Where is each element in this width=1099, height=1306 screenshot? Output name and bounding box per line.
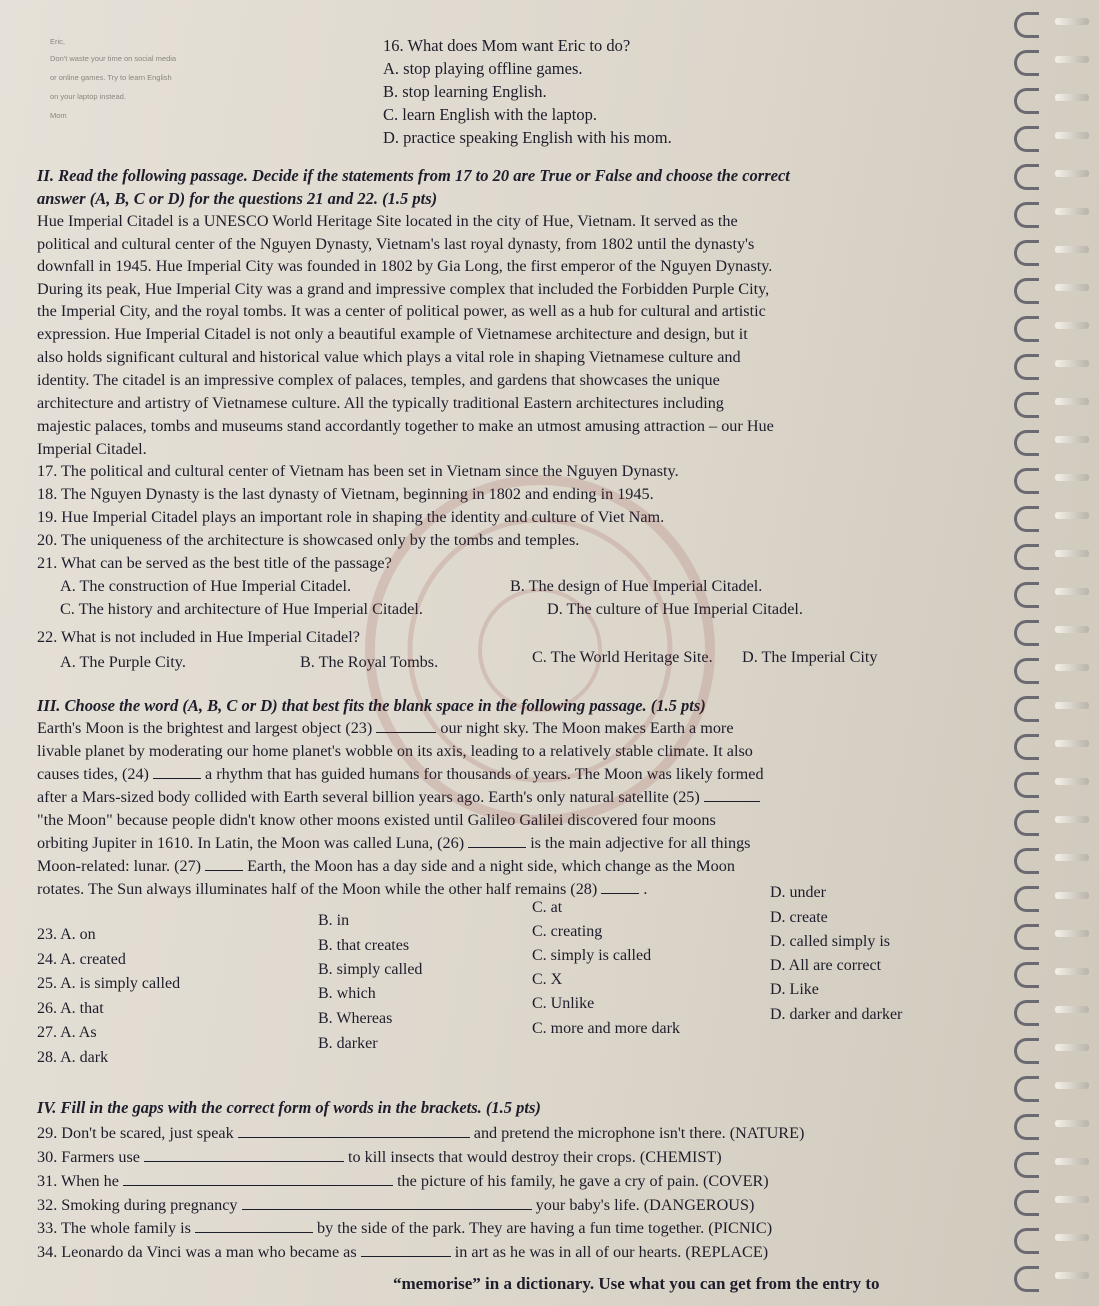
- spiral-hole-icon: [1055, 1044, 1089, 1051]
- spiral-ring-icon: [1014, 734, 1039, 760]
- q30-text: to kill insects that would destroy their crops. (CHEMIST): [348, 1148, 722, 1166]
- q30-line: [37, 1148, 722, 1167]
- spiral-hole-icon: [1055, 1082, 1089, 1089]
- spiral-hole-icon: [1055, 1006, 1089, 1013]
- cloze-line: [37, 857, 735, 876]
- section2-heading-line2: answer (A, B, C or D) for the questions 21 and 22. (1.5 pts): [37, 189, 438, 208]
- spiral-hole-icon: [1055, 18, 1089, 25]
- spiral-ring-icon: [1014, 544, 1039, 570]
- statement-18: 18. The Nguyen Dynasty is the last dynasty of Vietnam, beginning in 1802 and ending in 1945.: [37, 485, 654, 503]
- q30-text: 30. Farmers use: [37, 1148, 140, 1166]
- spiral-hole-icon: [1055, 94, 1089, 101]
- q25-option-a[interactable]: 25. A. is simply called: [37, 975, 181, 992]
- passage-line: During its peak, Hue Imperial City was a grand and impressive complex that included the Forbidden Purple City,: [37, 280, 770, 298]
- q32-text: 32. Smoking during pregnancy: [37, 1196, 238, 1214]
- cloze-text: .: [643, 880, 648, 898]
- cloze-text: our night sky. The Moon makes Earth a more: [440, 719, 734, 737]
- spiral-hole-icon: [1055, 1196, 1089, 1203]
- spiral-ring-icon: [1014, 278, 1039, 304]
- spiral-hole-icon: [1055, 626, 1089, 633]
- q28-option-d[interactable]: D. darker and darker: [770, 1006, 903, 1023]
- spiral-ring-icon: [1014, 620, 1039, 646]
- q24-option-b[interactable]: B. that creates: [318, 937, 410, 954]
- section4-heading: IV. Fill in the gaps with the correct form of words in the brackets. (1.5 pts): [37, 1098, 541, 1117]
- spiral-ring-icon: [1014, 430, 1039, 456]
- spiral-hole-icon: [1055, 1158, 1089, 1165]
- q22-option-b[interactable]: B. The Royal Tombs.: [300, 653, 439, 671]
- q22-question: 22. What is not included in Hue Imperial Citadel?: [37, 628, 360, 646]
- spiral-ring-icon: [1014, 810, 1039, 836]
- q24-option-c[interactable]: C. creating: [532, 923, 603, 940]
- spiral-hole-icon: [1055, 56, 1089, 63]
- q22-option-c[interactable]: C. The World Heritage Site.: [532, 648, 713, 666]
- spiral-ring-icon: [1014, 506, 1039, 532]
- spiral-ring-icon: [1014, 1076, 1039, 1102]
- q31-line: [37, 1172, 769, 1191]
- spiral-ring-icon: [1014, 1152, 1039, 1178]
- spiral-hole-icon: [1055, 512, 1089, 519]
- q34-line: [37, 1243, 768, 1262]
- spiral-hole-icon: [1055, 246, 1089, 253]
- passage-line: majestic palaces, tombs and museums stand accordantly together to make an utmost amusing attraction – our Hue: [37, 417, 774, 435]
- spiral-hole-icon: [1055, 1234, 1089, 1241]
- spiral-ring-icon: [1014, 12, 1039, 38]
- spiral-hole-icon: [1055, 284, 1089, 291]
- q21-question: 21. What can be served as the best title of the passage?: [37, 554, 392, 572]
- cloze-text: Earth's Moon is the brightest and largest object (23): [37, 719, 373, 737]
- spiral-ring-icon: [1014, 886, 1039, 912]
- cloze-text: Moon-related: lunar. (27): [37, 857, 202, 875]
- q32-text: your baby's life. (DANGEROUS): [535, 1196, 755, 1214]
- spiral-hole-icon: [1055, 892, 1089, 899]
- q24-option-d[interactable]: D. create: [770, 909, 828, 926]
- cloze-text: a rhythm that has guided humans for thousands of years. The Moon was likely formed: [205, 765, 764, 783]
- spiral-ring-icon: [1014, 696, 1039, 722]
- q32-blank[interactable]: [242, 1208, 532, 1210]
- q26-option-a[interactable]: 26. A. that: [37, 1000, 104, 1017]
- spiral-hole-icon: [1055, 208, 1089, 215]
- note-line: or online games. Try to learn English: [50, 73, 172, 82]
- q27-option-a[interactable]: 27. A. As: [37, 1024, 97, 1041]
- blank-28[interactable]: [601, 892, 639, 894]
- q27-option-b[interactable]: B. Whereas: [318, 1010, 393, 1027]
- q23-option-a[interactable]: 23. A. on: [37, 926, 96, 943]
- q26-option-d[interactable]: D. All are correct: [770, 957, 882, 974]
- cloze-line: livable planet by moderating our home planet's wobble on its axis, leading to a relatively stable climate. It also: [37, 742, 753, 760]
- q28-option-a[interactable]: 28. A. dark: [37, 1049, 109, 1066]
- q29-text: 29. Don't be scared, just speak: [37, 1124, 234, 1142]
- q33-line: [37, 1219, 772, 1238]
- q31-blank[interactable]: [123, 1184, 393, 1186]
- spiral-hole-icon: [1055, 436, 1089, 443]
- note-line: Eric,: [50, 37, 65, 46]
- q16-option-a[interactable]: A. stop playing offline games.: [383, 59, 583, 78]
- blank-23[interactable]: [376, 731, 436, 733]
- spiral-hole-icon: [1055, 132, 1089, 139]
- spiral-hole-icon: [1055, 170, 1089, 177]
- spiral-hole-icon: [1055, 550, 1089, 557]
- spiral-ring-icon: [1014, 848, 1039, 874]
- spiral-hole-icon: [1055, 322, 1089, 329]
- spiral-ring-icon: [1014, 88, 1039, 114]
- statement-17: 17. The political and cultural center of Vietnam has been set in Vietnam since the Nguyen Dynasty.: [37, 462, 679, 480]
- spiral-binding: [1009, 0, 1099, 1306]
- q34-text: 34. Leonardo da Vinci was a man who became as: [37, 1243, 357, 1261]
- q23-option-d[interactable]: D. under: [770, 884, 826, 901]
- statement-19: 19. Hue Imperial Citadel plays an important role in shaping the identity and culture of Viet Nam.: [37, 508, 665, 526]
- spiral-hole-icon: [1055, 816, 1089, 823]
- spiral-hole-icon: [1055, 930, 1089, 937]
- passage-line: identity. The citadel is an impressive complex of palaces, temples, and gardens that showcases the unique: [37, 371, 720, 389]
- cloze-text: causes tides, (24): [37, 765, 149, 783]
- statement-20: 20. The uniqueness of the architecture is showcased only by the tombs and temples.: [37, 531, 580, 549]
- spiral-hole-icon: [1055, 398, 1089, 405]
- q25-option-b[interactable]: B. simply called: [318, 961, 423, 978]
- spiral-ring-icon: [1014, 50, 1039, 76]
- spiral-ring-icon: [1014, 924, 1039, 950]
- cloze-line: [37, 834, 750, 853]
- mom-note: [50, 30, 350, 127]
- cloze-text: Earth, the Moon has a day side and a night side, which change as the Moon: [247, 857, 735, 875]
- spiral-ring-icon: [1014, 1228, 1039, 1254]
- spiral-ring-icon: [1014, 354, 1039, 380]
- q26-option-c[interactable]: C. X: [532, 971, 563, 988]
- spiral-ring-icon: [1014, 658, 1039, 684]
- cloze-text: is the main adjective for all things: [530, 834, 751, 852]
- q21-option-a[interactable]: A. The construction of Hue Imperial Citadel.: [60, 577, 351, 595]
- passage-line: Hue Imperial Citadel is a UNESCO World Heritage Site located in the city of Hue, Vietnam. It served as the: [37, 212, 738, 230]
- note-line: Mom: [50, 111, 67, 120]
- passage-line: architecture and artistry of Vietnamese culture. All the typically traditional Eastern architectures including: [37, 394, 724, 412]
- q21-option-c[interactable]: C. The history and architecture of Hue Imperial Citadel.: [60, 600, 423, 618]
- spiral-ring-icon: [1014, 1190, 1039, 1216]
- passage-line: expression. Hue Imperial Citadel is not only a beautiful example of Vietnamese architecture and design, but it: [37, 325, 748, 343]
- q29-line: [37, 1124, 804, 1143]
- q16-question: 16. What does Mom want Eric to do?: [383, 36, 631, 55]
- spiral-ring-icon: [1014, 962, 1039, 988]
- q21-option-d[interactable]: D. The culture of Hue Imperial Citadel.: [547, 600, 803, 618]
- spiral-hole-icon: [1055, 360, 1089, 367]
- spiral-hole-icon: [1055, 778, 1089, 785]
- q31-text: 31. When he: [37, 1172, 119, 1190]
- cloze-text: after a Mars-sized body collided with Earth several billion years ago. Earth's only natural satellite (25): [37, 788, 700, 806]
- cloze-line: [37, 719, 734, 738]
- spiral-hole-icon: [1055, 664, 1089, 671]
- q27-option-c[interactable]: C. Unlike: [532, 995, 595, 1012]
- spiral-hole-icon: [1055, 702, 1089, 709]
- q23-option-c[interactable]: C. at: [532, 899, 563, 916]
- cloze-line: [37, 765, 764, 784]
- q32-line: [37, 1196, 754, 1215]
- cloze-text: orbiting Jupiter in 1610. In Latin, the Moon was called Luna, (26): [37, 834, 465, 852]
- q29-blank[interactable]: [238, 1136, 470, 1138]
- spiral-ring-icon: [1014, 240, 1039, 266]
- q22-option-d[interactable]: D. The Imperial City: [742, 648, 878, 666]
- cloze-line: [37, 788, 760, 807]
- note-line: on your laptop instead.: [50, 92, 126, 101]
- spiral-hole-icon: [1055, 588, 1089, 595]
- spiral-ring-icon: [1014, 202, 1039, 228]
- spiral-ring-icon: [1014, 1114, 1039, 1140]
- q16-option-c[interactable]: C. learn English with the laptop.: [383, 105, 598, 124]
- section2-heading-line1: II. Read the following passage. Decide if the statements from 17 to 20 are True or False and choose the correct: [37, 166, 790, 185]
- q16-option-d[interactable]: D. practice speaking English with his mom.: [383, 128, 672, 147]
- q27-option-d[interactable]: D. Like: [770, 981, 819, 998]
- cloze-text: rotates. The Sun always illuminates half of the Moon while the other half remains (28): [37, 880, 598, 898]
- spiral-ring-icon: [1014, 468, 1039, 494]
- blank-25[interactable]: [704, 800, 760, 802]
- spiral-hole-icon: [1055, 740, 1089, 747]
- q25-option-d[interactable]: D. called simply is: [770, 933, 890, 950]
- spiral-hole-icon: [1055, 968, 1089, 975]
- q33-text: 33. The whole family is: [37, 1219, 191, 1237]
- footer-instruction: “memorise” in a dictionary. Use what you can get from the entry to: [393, 1274, 880, 1293]
- section3-heading: III. Choose the word (A, B, C or D) that best fits the blank space in the following passage. (1.5 pts): [37, 696, 706, 715]
- blank-27[interactable]: [205, 869, 243, 871]
- q22-option-a[interactable]: A. The Purple City.: [60, 653, 186, 671]
- passage-line: also holds significant cultural and historical value which plays a vital role in shaping Vietnamese culture and: [37, 348, 741, 366]
- q16-option-b[interactable]: B. stop learning English.: [383, 82, 547, 101]
- passage-line: downfall in 1945. Hue Imperial City was founded in 1802 by Gia Long, the first emperor of the Nguyen Dynasty.: [37, 257, 773, 275]
- passage-line: political and cultural center of the Nguyen Dynasty, Vietnam's last royal dynasty, from 1802 until the dynasty's: [37, 235, 755, 253]
- q31-text: the picture of his family, he gave a cry of pain. (COVER): [397, 1172, 769, 1190]
- spiral-ring-icon: [1014, 772, 1039, 798]
- spiral-ring-icon: [1014, 582, 1039, 608]
- spiral-ring-icon: [1014, 126, 1039, 152]
- note-line: Don't waste your time on social media: [50, 54, 177, 63]
- spiral-ring-icon: [1014, 316, 1039, 342]
- q33-text: by the side of the park. They are having a fun time together. (PICNIC): [317, 1219, 773, 1237]
- spiral-hole-icon: [1055, 1120, 1089, 1127]
- passage-line: the Imperial City, and the royal tombs. It was a center of political power, as well as a hub for cultural and artistic: [37, 302, 766, 320]
- cloze-line: [37, 880, 647, 899]
- q21-option-b[interactable]: B. The design of Hue Imperial Citadel.: [510, 577, 763, 595]
- passage-line: Imperial Citadel.: [37, 440, 147, 458]
- blank-24[interactable]: [153, 777, 201, 779]
- q26-option-b[interactable]: B. which: [318, 985, 376, 1002]
- q34-blank[interactable]: [361, 1255, 451, 1257]
- spiral-hole-icon: [1055, 854, 1089, 861]
- spiral-ring-icon: [1014, 1266, 1039, 1292]
- q24-option-a[interactable]: 24. A. created: [37, 951, 126, 968]
- q25-option-c[interactable]: C. simply is called: [532, 947, 652, 964]
- q28-option-c[interactable]: C. more and more dark: [532, 1020, 680, 1037]
- q29-text: and pretend the microphone isn't there. (NATURE): [473, 1124, 805, 1142]
- spiral-ring-icon: [1014, 1038, 1039, 1064]
- spiral-hole-icon: [1055, 1272, 1089, 1279]
- spiral-ring-icon: [1014, 1000, 1039, 1026]
- cloze-line: "the Moon" because people didn't know other moons existed until Galileo Galilei discovered four moons: [37, 811, 716, 829]
- q30-blank[interactable]: [144, 1160, 344, 1162]
- q23-option-b[interactable]: B. in: [318, 912, 350, 929]
- spiral-ring-icon: [1014, 164, 1039, 190]
- blank-26[interactable]: [468, 846, 526, 848]
- q33-blank[interactable]: [195, 1231, 313, 1233]
- spiral-ring-icon: [1014, 392, 1039, 418]
- q34-text: in art as he was in all of our hearts. (REPLACE): [454, 1243, 769, 1261]
- q28-option-b[interactable]: B. darker: [318, 1035, 378, 1052]
- spiral-hole-icon: [1055, 474, 1089, 481]
